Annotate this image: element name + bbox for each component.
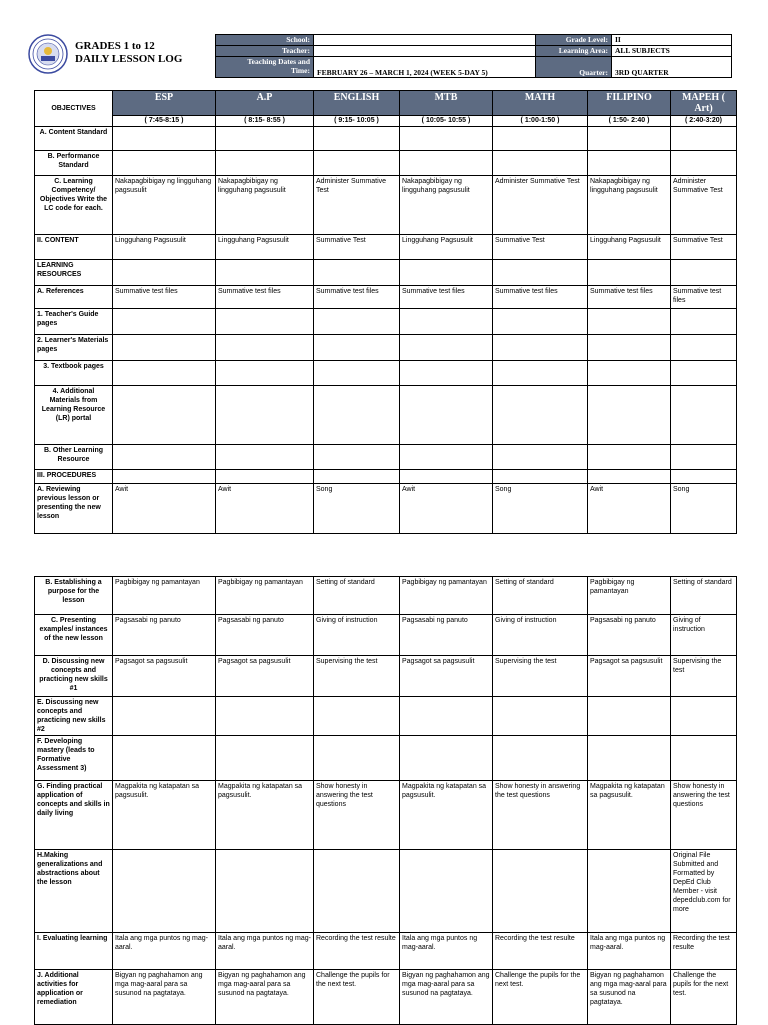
table-cell: Summative Test — [671, 235, 737, 260]
teaching-dates-value: FEBRUARY 26 – MARCH 1, 2024 (WEEK 5-DAY 5) — [314, 57, 536, 78]
table-cell: Pagbibigay ng pamantayan — [400, 577, 493, 615]
table-cell — [216, 361, 314, 386]
table-cell — [400, 445, 493, 470]
table-cell — [671, 445, 737, 470]
row-label: A. Reviewing previous lesson or presenting the new lesson — [35, 484, 113, 534]
table-cell — [314, 445, 400, 470]
learning-area-label: Learning Area: — [536, 46, 612, 57]
table-cell — [588, 127, 671, 151]
table-cell — [671, 151, 737, 176]
table-cell: Summative test files — [216, 286, 314, 309]
table-cell: Supervising the test — [493, 656, 588, 697]
table-cell — [671, 361, 737, 386]
row-label: B. Other Learning Resource — [35, 445, 113, 470]
time-row — [35, 116, 737, 127]
table-cell — [216, 736, 314, 781]
row-label: 3. Textbook pages — [35, 361, 113, 386]
grade-level-value: II — [612, 35, 732, 46]
table-cell: Magpakita ng katapatan sa pagsusulit. — [400, 781, 493, 850]
table-cell: Summative test files — [588, 286, 671, 309]
table-row — [35, 235, 737, 260]
table-cell — [588, 445, 671, 470]
table-cell — [113, 335, 216, 361]
row-label: J. Additional activities for application or remediation — [35, 970, 113, 1025]
table-cell — [493, 697, 588, 736]
table-cell: Bigyan ng paghahamon ang mga mag-aaral para sa susunod na pagtataya. — [216, 970, 314, 1025]
table-cell: Pagsagot sa pagsusulit — [216, 656, 314, 697]
table-cell: Pagsasabi ng panuto — [216, 615, 314, 656]
table-cell: Awit — [216, 484, 314, 534]
table-cell — [113, 151, 216, 176]
row-label: 4. Additional Materials from Learning Resource (LR) portal — [35, 386, 113, 445]
row-label: II. CONTENT — [35, 235, 113, 260]
table-cell — [588, 151, 671, 176]
table-cell: Nakapagbibigay ng lingguhang pagsusulit — [113, 176, 216, 235]
table-cell — [216, 309, 314, 335]
row-label: H.Making generalizations and abstractions about the lesson — [35, 850, 113, 933]
teacher-label: Teacher: — [216, 46, 314, 57]
row-label: III. PROCEDURES — [35, 470, 113, 484]
quarter-label: Quarter: — [536, 57, 612, 78]
table-cell: Magpakita ng katapatan sa pagsusulit. — [588, 781, 671, 850]
table-cell — [400, 386, 493, 445]
table-cell — [400, 470, 493, 484]
subject-header-3: MTB — [400, 91, 493, 116]
lesson-log-table-part-1 — [34, 90, 737, 534]
table-cell: Giving of instruction — [314, 615, 400, 656]
table-cell: Summative test files — [671, 286, 737, 309]
table-cell: Original File Submitted and Formatted by DepEd Club Member - visit depedclub.com for more — [671, 850, 737, 933]
table-cell: Itala ang mga puntos ng mag-aaral. — [400, 933, 493, 970]
table-row — [35, 615, 737, 656]
table-cell: Nakapagbibigay ng lingguhang pagsusulit — [588, 176, 671, 235]
table-cell — [493, 260, 588, 286]
table-cell — [113, 850, 216, 933]
table-cell: Awit — [588, 484, 671, 534]
table-cell: Administer Summative Test — [314, 176, 400, 235]
table-cell: Pagsagot sa pagsusulit — [113, 656, 216, 697]
table-cell: Awit — [400, 484, 493, 534]
table-cell — [216, 850, 314, 933]
table-cell: Bigyan ng paghahamon ang mga mag-aaral para sa susunod na pagtataya. — [113, 970, 216, 1025]
table-cell — [113, 697, 216, 736]
table-cell — [216, 445, 314, 470]
table-row — [35, 656, 737, 697]
table-cell: Pagsasabi ng panuto — [113, 615, 216, 656]
table-cell: Pagsasabi ng panuto — [588, 615, 671, 656]
table-cell: Itala ang mga puntos ng mag-aaral. — [113, 933, 216, 970]
table-cell: Summative Test — [493, 235, 588, 260]
table-cell: Summative test files — [493, 286, 588, 309]
table-cell — [671, 309, 737, 335]
table-cell: Itala ang mga puntos ng mag-aaral. — [216, 933, 314, 970]
table-cell: Recording the test resulte — [493, 933, 588, 970]
table-cell: Magpakita ng katapatan sa pagsusulit. — [216, 781, 314, 850]
row-label: LEARNING RESOURCES — [35, 260, 113, 286]
table-cell — [400, 309, 493, 335]
table-cell: Summative test files — [113, 286, 216, 309]
row-label: E. Discussing new concepts and practicing new skills #2 — [35, 697, 113, 736]
table-row — [35, 260, 737, 286]
row-label: C. Learning Competency/ Objectives Write the LC code for each. — [35, 176, 113, 235]
table-cell — [588, 850, 671, 933]
table-row — [35, 309, 737, 335]
table-cell: Challenge the pupils for the next test. — [314, 970, 400, 1025]
table-row — [35, 470, 737, 484]
row-label: 1. Teacher's Guide pages — [35, 309, 113, 335]
table-row — [35, 850, 737, 933]
table-cell: Show honesty in answering the test questions — [314, 781, 400, 850]
table-cell — [314, 361, 400, 386]
row-label: B. Establishing a purpose for the lesson — [35, 577, 113, 615]
table-cell: Lingguhang Pagsusulit — [588, 235, 671, 260]
table-cell: Lingguhang Pagsusulit — [113, 235, 216, 260]
table-cell — [216, 127, 314, 151]
table-cell: Challenge the pupils for the next test. — [493, 970, 588, 1025]
table-cell — [493, 309, 588, 335]
table-cell — [493, 445, 588, 470]
table-cell: Setting of standard — [671, 577, 737, 615]
time-slot-6: ( 2:40-3:20) — [671, 116, 737, 127]
table-cell: Supervising the test — [314, 656, 400, 697]
table-cell: Bigyan ng paghahamon ang mga mag-aaral para sa susunod na pagtataya. — [588, 970, 671, 1025]
table-cell: Summative test files — [314, 286, 400, 309]
table-cell: Pagbibigay ng pamantayan — [113, 577, 216, 615]
teaching-dates-label-line-2: Time: — [290, 66, 310, 75]
table-cell — [216, 470, 314, 484]
row-label: A. Content Standard — [35, 127, 113, 151]
row-label: D. Discussing new concepts and practicing new skills #1 — [35, 656, 113, 697]
table-cell — [588, 260, 671, 286]
row-label: G. Finding practical application of concepts and skills in daily living — [35, 781, 113, 850]
table-cell — [493, 151, 588, 176]
table-cell — [400, 151, 493, 176]
table-cell — [671, 260, 737, 286]
subject-header-1: A.P — [216, 91, 314, 116]
table-cell — [400, 697, 493, 736]
table-cell — [588, 386, 671, 445]
table-cell: Lingguhang Pagsusulit — [400, 235, 493, 260]
table-row — [35, 577, 737, 615]
teacher-value — [314, 46, 536, 57]
title-line-1: GRADES 1 to 12 — [75, 40, 155, 52]
table-cell: Recording the test resulte — [671, 933, 737, 970]
table-row — [35, 781, 737, 850]
table-row — [35, 286, 737, 309]
table-cell — [314, 335, 400, 361]
time-slot-4: ( 1:00-1:50 ) — [493, 116, 588, 127]
row-label: C. Presenting examples/ instances of the new lesson — [35, 615, 113, 656]
objectives-header: OBJECTIVES — [35, 91, 113, 127]
table-cell: Show honesty in answering the test questions — [671, 781, 737, 850]
table-row — [35, 151, 737, 176]
subject-header-row — [35, 91, 737, 116]
table-cell: Supervising the test — [671, 656, 737, 697]
subject-header-5: FILIPINO — [588, 91, 671, 116]
table-cell — [493, 361, 588, 386]
table-cell — [671, 697, 737, 736]
table-cell — [588, 335, 671, 361]
table-cell: Giving of instruction — [493, 615, 588, 656]
table-cell — [671, 470, 737, 484]
table-cell — [113, 386, 216, 445]
table-cell — [493, 736, 588, 781]
table-cell — [113, 445, 216, 470]
time-slot-3: ( 10:05- 10:55 ) — [400, 116, 493, 127]
table-row — [35, 933, 737, 970]
teaching-dates-label — [216, 57, 314, 78]
table-cell — [493, 470, 588, 484]
table-cell: Pagsagot sa pagsusulit — [588, 656, 671, 697]
lesson-log-table-part-2 — [34, 576, 737, 1025]
subject-header-6: MAPEH ( Art) — [671, 91, 737, 116]
row-label: A. References — [35, 286, 113, 309]
table-cell: Song — [314, 484, 400, 534]
table-cell: Pagbibigay ng pamantayan — [216, 577, 314, 615]
quarter-value: 3RD QUARTER — [612, 57, 732, 78]
table-cell: Setting of standard — [314, 577, 400, 615]
table-cell — [314, 697, 400, 736]
table-cell — [588, 697, 671, 736]
table-cell — [314, 151, 400, 176]
table-cell: Awit — [113, 484, 216, 534]
table-cell — [314, 386, 400, 445]
table-cell — [314, 736, 400, 781]
table-cell — [493, 127, 588, 151]
table-cell — [493, 335, 588, 361]
table-cell: Giving of instruction — [671, 615, 737, 656]
table-cell: Challenge the pupils for the next test. — [671, 970, 737, 1025]
table-cell — [671, 736, 737, 781]
table-cell — [216, 386, 314, 445]
table-cell — [671, 335, 737, 361]
table-cell: Song — [493, 484, 588, 534]
learning-area-value: ALL SUBJECTS — [612, 46, 732, 57]
table-cell: Pagsagot sa pagsusulit — [400, 656, 493, 697]
table-cell: Lingguhang Pagsusulit — [216, 235, 314, 260]
table-cell — [400, 850, 493, 933]
table-row — [35, 445, 737, 470]
row-label: I. Evaluating learning — [35, 933, 113, 970]
table-row — [35, 484, 737, 534]
table-cell: Song — [671, 484, 737, 534]
table-cell — [113, 260, 216, 286]
table-row — [35, 335, 737, 361]
subject-header-2: ENGLISH — [314, 91, 400, 116]
table-cell: Pagsasabi ng panuto — [400, 615, 493, 656]
table-cell — [400, 127, 493, 151]
time-slot-1: ( 8:15- 8:55 ) — [216, 116, 314, 127]
table-cell — [113, 361, 216, 386]
table-cell: Summative Test — [314, 235, 400, 260]
table-cell: Administer Summative Test — [671, 176, 737, 235]
school-value — [314, 35, 536, 46]
table-cell — [493, 850, 588, 933]
grade-level-label: Grade Level: — [536, 35, 612, 46]
table-cell: Recording the test resulte — [314, 933, 400, 970]
title-line-2: DAILY LESSON LOG — [75, 53, 183, 65]
table-row — [35, 970, 737, 1025]
table-cell: Summative test files — [400, 286, 493, 309]
table-cell — [314, 850, 400, 933]
table-cell — [493, 386, 588, 445]
time-slot-0: ( 7:45-8:15 ) — [113, 116, 216, 127]
table-cell — [400, 260, 493, 286]
subject-header-4: MATH — [493, 91, 588, 116]
row-label: F. Developing mastery (leads to Formative Assessment 3) — [35, 736, 113, 781]
subject-header-0: ESP — [113, 91, 216, 116]
table-cell: Magpakita ng katapatan sa pagsusulit. — [113, 781, 216, 850]
table-cell — [216, 260, 314, 286]
teaching-dates-label-line-1: Teaching Dates and — [247, 57, 310, 66]
table-cell: Setting of standard — [493, 577, 588, 615]
table-cell — [588, 470, 671, 484]
school-label: School: — [216, 35, 314, 46]
table-cell: Nakapagbibigay ng lingguhang pagsusulit — [400, 176, 493, 235]
table-cell — [216, 335, 314, 361]
row-label: B. Performance Standard — [35, 151, 113, 176]
table-cell — [588, 736, 671, 781]
table-cell: Bigyan ng paghahamon ang mga mag-aaral para sa susunod na pagtataya. — [400, 970, 493, 1025]
table-cell — [314, 260, 400, 286]
table-cell: Itala ang mga puntos ng mag-aaral. — [588, 933, 671, 970]
table-cell: Administer Summative Test — [493, 176, 588, 235]
table-row — [35, 697, 737, 736]
table-cell — [314, 127, 400, 151]
table-cell — [314, 309, 400, 335]
table-row — [35, 176, 737, 235]
table-cell — [113, 736, 216, 781]
table-cell — [216, 151, 314, 176]
table-cell — [113, 470, 216, 484]
table-row — [35, 386, 737, 445]
table-cell — [400, 335, 493, 361]
table-cell — [671, 127, 737, 151]
deped-seal-icon — [28, 34, 68, 74]
table-cell — [113, 309, 216, 335]
table-row — [35, 736, 737, 781]
table-cell — [588, 309, 671, 335]
table-cell — [400, 361, 493, 386]
table-cell — [314, 470, 400, 484]
table-cell — [216, 697, 314, 736]
table-cell: Show honesty in answering the test questions — [493, 781, 588, 850]
table-cell: Nakapagbibigay ng lingguhang pagsusulit — [216, 176, 314, 235]
header-info-table — [215, 34, 732, 78]
table-cell — [113, 127, 216, 151]
table-cell — [671, 386, 737, 445]
table-cell: Pagbibigay ng pamantayan — [588, 577, 671, 615]
table-row — [35, 361, 737, 386]
time-slot-2: ( 9:15- 10:05 ) — [314, 116, 400, 127]
time-slot-5: ( 1:50- 2:40 ) — [588, 116, 671, 127]
row-label: 2. Learner's Materials pages — [35, 335, 113, 361]
table-cell — [588, 361, 671, 386]
table-row — [35, 127, 737, 151]
document-title — [75, 40, 215, 66]
table-cell — [400, 736, 493, 781]
